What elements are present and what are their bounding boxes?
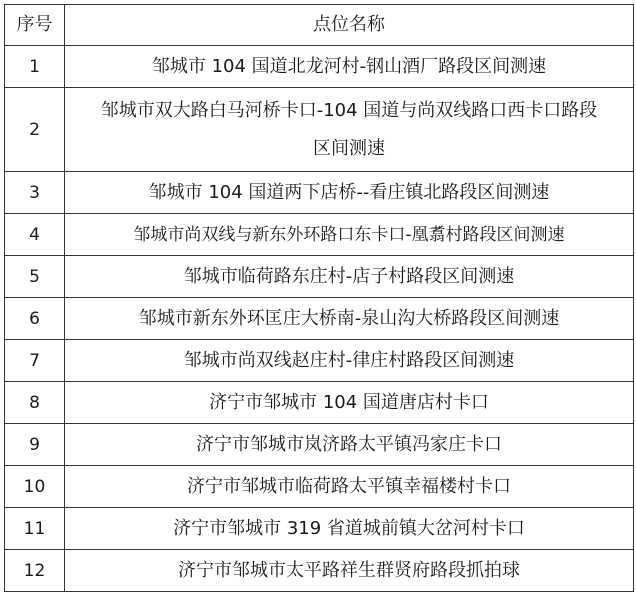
row-serial-number: 9 <box>5 424 65 466</box>
row-serial-number: 8 <box>5 382 65 424</box>
table-header-row <box>5 5 634 46</box>
row-point-name: 邹城市双大路白马河桥卡口-104 国道与尚双线路口西卡口路段区间测速 <box>65 88 634 172</box>
monitoring-points-table <box>4 4 634 592</box>
header-point-name: 点位名称 <box>65 5 634 46</box>
row-point-name: 济宁市邹城市 104 国道唐店村卡口 <box>65 382 634 424</box>
table-row <box>5 424 634 466</box>
table-row <box>5 382 634 424</box>
row-point-name: 邹城市 104 国道北龙河村-钢山酒厂路段区间测速 <box>65 46 634 88</box>
row-serial-number: 1 <box>5 46 65 88</box>
table-row <box>5 172 634 214</box>
table-row <box>5 550 634 592</box>
table-row <box>5 298 634 340</box>
row-point-name: 邹城市临荷路东庄村-店子村路段区间测速 <box>65 256 634 298</box>
row-serial-number: 10 <box>5 466 65 508</box>
table-row <box>5 214 634 256</box>
row-serial-number: 2 <box>5 88 65 172</box>
row-serial-number: 7 <box>5 340 65 382</box>
table-row <box>5 88 634 172</box>
row-point-name: 邹城市 104 国道两下店桥--看庄镇北路段区间测速 <box>65 172 634 214</box>
header-serial-number: 序号 <box>5 5 65 46</box>
row-point-name: 济宁市邹城市 319 省道城前镇大岔河村卡口 <box>65 508 634 550</box>
row-point-name: 济宁市邹城市临荷路太平镇幸福楼村卡口 <box>65 466 634 508</box>
row-serial-number: 3 <box>5 172 65 214</box>
row-serial-number: 4 <box>5 214 65 256</box>
table-row <box>5 46 634 88</box>
row-point-name: 济宁市邹城市岚济路太平镇冯家庄卡口 <box>65 424 634 466</box>
table-row <box>5 256 634 298</box>
row-point-name: 邹城市尚双线与新东外环路口东卡口-凰翥村路段区间测速 <box>65 214 634 256</box>
row-point-name: 邹城市新东外环匡庄大桥南-泉山沟大桥路段区间测速 <box>65 298 634 340</box>
row-serial-number: 6 <box>5 298 65 340</box>
row-serial-number: 5 <box>5 256 65 298</box>
row-serial-number: 11 <box>5 508 65 550</box>
table-row <box>5 466 634 508</box>
row-serial-number: 12 <box>5 550 65 592</box>
table-row <box>5 340 634 382</box>
row-point-name: 邹城市尚双线赵庄村-律庄村路段区间测速 <box>65 340 634 382</box>
row-point-name: 济宁市邹城市太平路祥生群贤府路段抓拍球 <box>65 550 634 592</box>
table-row <box>5 508 634 550</box>
